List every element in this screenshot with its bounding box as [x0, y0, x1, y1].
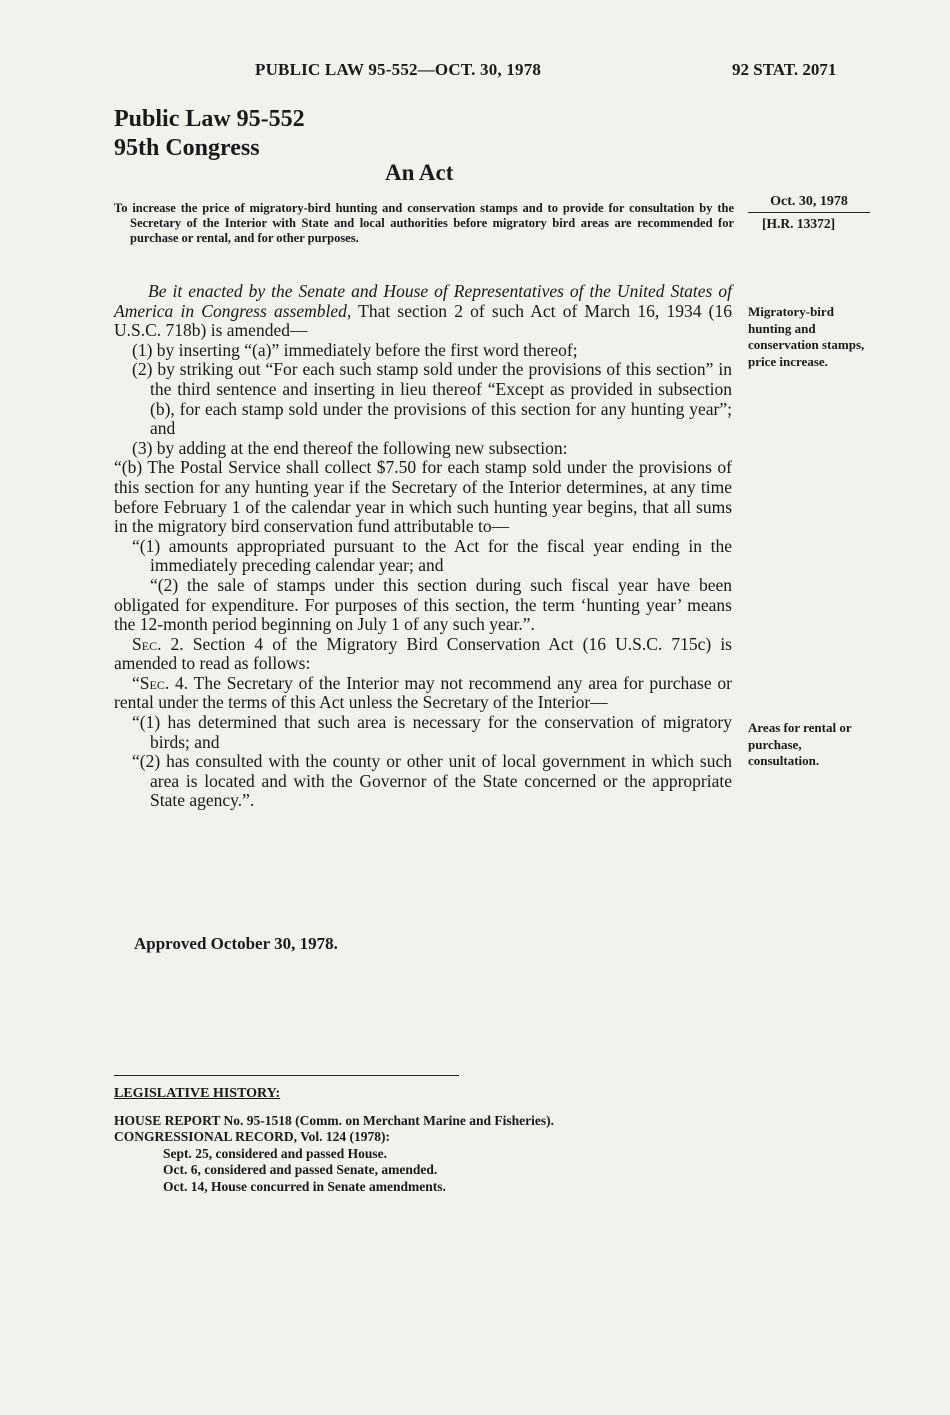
enacting-italic: Be it enacted by the Senate and House of Representatives of the United States of America in Congress assembled, — [114, 281, 732, 321]
purpose-line-1: To increase the price of migratory-bird hunting and conservation stamps and to — [114, 201, 558, 215]
section-4-text: The Secretary of the Interior may not recommend any area for purchase or rental under the terms of this Act unless the Secretary of the Interior— — [114, 672, 732, 713]
enacting-rest: That section 2 of such Act of March 16, 1934 (16 U.S.C. 718b) is amended— — [114, 300, 732, 341]
legislative-history — [114, 1086, 734, 1195]
amendment-item-2: (2) by striking out “For each such stamp sold under the provisions of this section” in the third sentence and inserting in lieu thereof “Except as provided in subsection (b), for each stamp sold under the provisions of this section for any hunting year”; and — [132, 359, 732, 439]
history-entry: Sept. 25, considered and passed House. — [163, 1145, 388, 1161]
running-head: PUBLIC LAW 95-552—OCT. 30, 1978 — [255, 60, 542, 79]
approval-date: Approved October 30, 1978. — [134, 934, 338, 953]
history-title: LEGISLATIVE HISTORY: — [114, 1086, 281, 1101]
history-entry: Oct. 14, House concurred in Senate amendments. — [163, 1178, 446, 1194]
margin-note-stamps: Migratory-bird hunting and conservation stamps, price increase. — [748, 304, 865, 369]
section-2-label: Sec. 2. — [132, 633, 184, 654]
subsection-b: “(b) The Postal Service shall collect $7.50 for each stamp sold under the provisions of this section for any hunting year if the Secretary of the Interior determines, at any time before February 1 of the calendar year in which such hunting year begins, that all sums in the migratory bird conservation fund attributable to— — [114, 457, 732, 537]
section-4-item-2: “(2) has consulted with the county or other unit of local government in which such area is located and with the Governor of the State concerned or the appropriate State agency.”. — [132, 751, 732, 811]
act-body — [114, 282, 732, 811]
section-2 — [114, 635, 732, 674]
house-report: HOUSE REPORT No. 95-1518 (Comm. on Merchant Marine and Fisheries). — [114, 1112, 555, 1128]
subsection-b-1: “(1) amounts appropriated pursuant to the Act for the fiscal year ending in the immediately preceding calendar year; and — [132, 535, 732, 576]
margin-bill-number: [H.R. 13372] — [762, 216, 836, 231]
congressional-record: CONGRESSIONAL RECORD, Vol. 124 (1978): — [114, 1129, 391, 1144]
amendment-item-3: (3) by adding at the end thereof the following new subsection: — [132, 437, 568, 458]
subsection-b-2: “(2) the sale of stamps under this section during such fiscal year have been obligated for expenditure. For purposes of this section, the term ‘hunting year’ means the 12-month period beginning on July 1 of any such year.”. — [114, 574, 732, 635]
enacting-clause — [114, 282, 732, 341]
act-heading: An Act — [385, 160, 454, 185]
margin-date: Oct. 30, 1978 — [748, 194, 870, 213]
purpose-clause — [114, 201, 734, 246]
amendment-item-1: (1) by inserting “(a)” immediately before the first word thereof; — [132, 339, 578, 360]
section-4-item-1: “(1) has determined that such area is necessary for the conservation of migratory birds; and — [132, 712, 732, 752]
history-divider — [114, 1075, 459, 1076]
history-entry: Oct. 6, considered and passed Senate, amended. — [163, 1162, 438, 1177]
statute-reference: 92 STAT. 2071 — [732, 60, 837, 79]
purpose-rest: provide for consultation by the Secretary of the Interior with State and local authorities before migratory bird areas are recommended for purchase or rental, and for other purposes. — [130, 201, 735, 245]
section-2-text: Section 4 of the Migratory Bird Conservation Act (16 U.S.C. 715c) is amended to read as follows: — [114, 633, 732, 674]
law-number: Public Law 95-552 — [114, 106, 305, 132]
congress-label: 95th Congress — [114, 135, 260, 161]
section-4-label: “Sec. 4. — [132, 672, 189, 693]
section-4 — [114, 674, 732, 713]
purpose-text — [114, 201, 734, 246]
margin-note-areas: Areas for rental or purchase, consultation. — [748, 720, 852, 768]
